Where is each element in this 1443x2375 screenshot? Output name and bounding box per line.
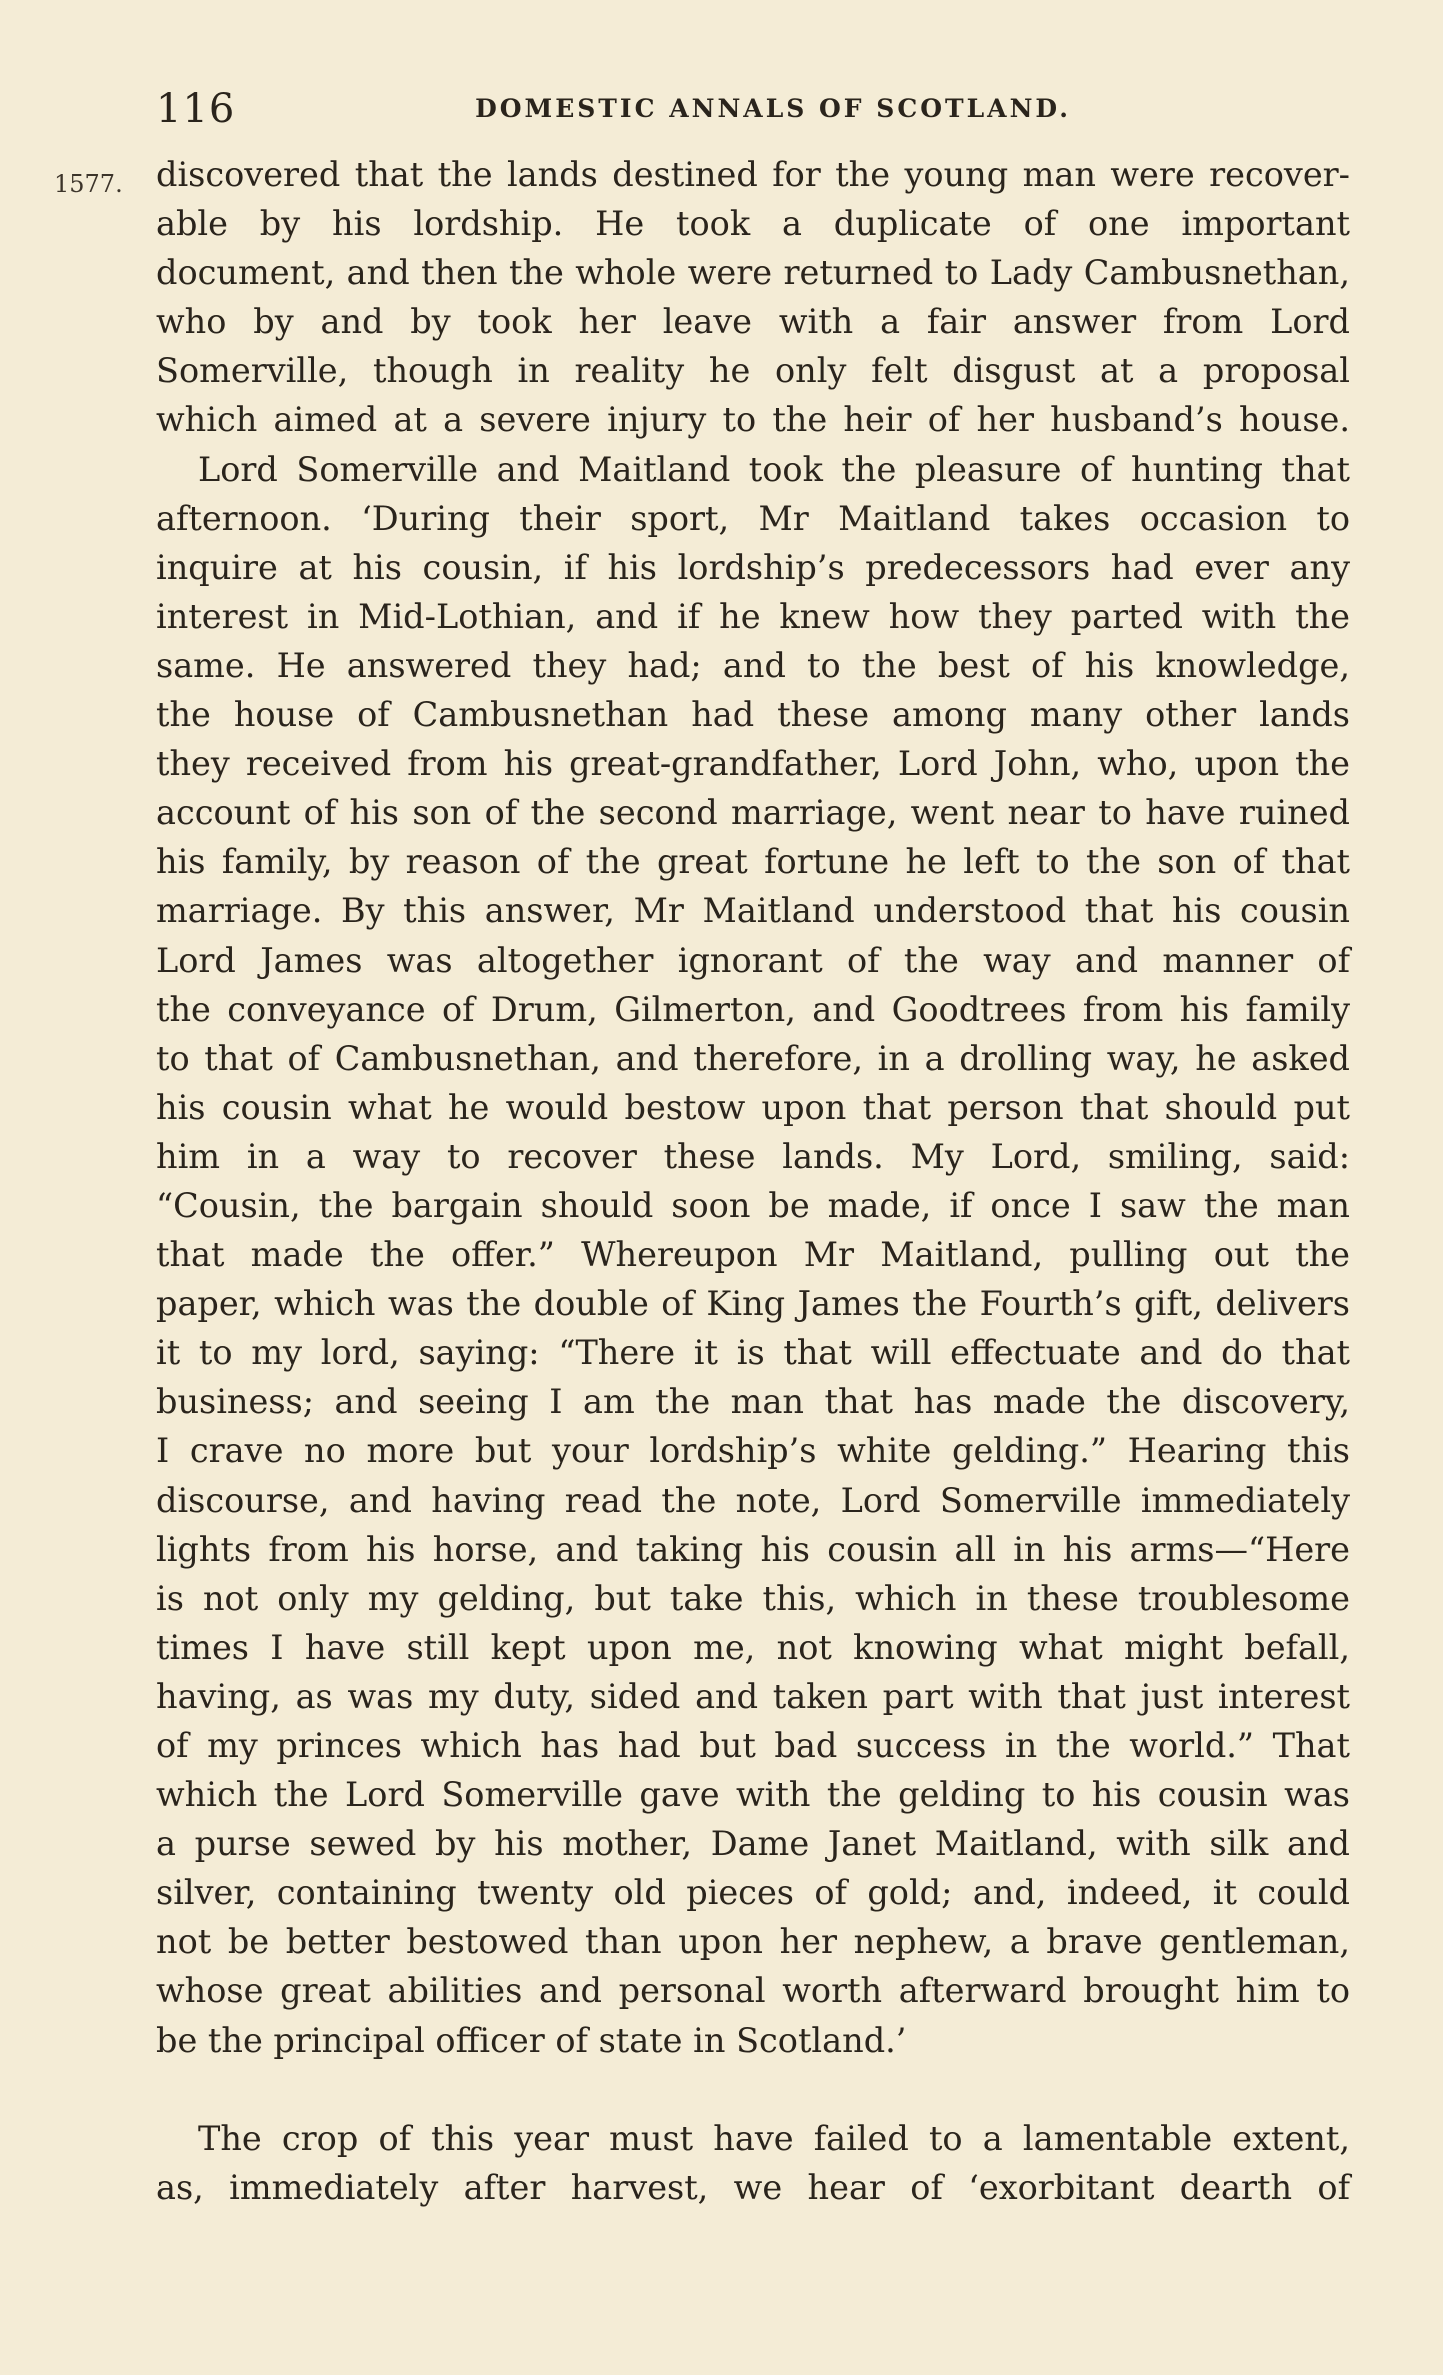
text-line: Somerville, though in reality he only felt disgust at a proposal: [156, 351, 1350, 391]
text-line: business; and seeing I am the man that has made the discovery,: [156, 1382, 1350, 1422]
text-line: I crave no more but your lordship’s white gelding.” Hearing this: [156, 1431, 1350, 1471]
text-line: inquire at his cousin, if his lordship’s predecessors had ever any: [156, 547, 1350, 587]
text-line: having, as was my duty, sided and taken part with that just interest: [156, 1676, 1350, 1716]
text-line: interest in Mid-Lothian, and if he knew how they parted with the: [156, 596, 1350, 636]
text-line: the conveyance of Drum, Gilmerton, and Goodtrees from his family: [156, 989, 1350, 1029]
text-line: his family, by reason of the great fortune he left to the son of that: [156, 842, 1350, 882]
paragraph-gap: [156, 2065, 1350, 2114]
text-line: not be better bestowed than upon her nephew, a brave gentleman,: [156, 1922, 1350, 1962]
text-line: which the Lord Somerville gave with the gelding to his cousin was: [156, 1775, 1350, 1815]
page-number: 116: [156, 86, 236, 132]
text-line: whose great abilities and personal worth afterward brought him to: [156, 1971, 1350, 2011]
text-line: his cousin what he would bestow upon that person that should put: [156, 1087, 1350, 1127]
running-title: DOMESTIC ANNALS OF SCOTLAND.: [475, 94, 1071, 123]
text-line: discourse, and having read the note, Lord Somerville immediately: [156, 1480, 1350, 1520]
text-line: to that of Cambusnethan, and therefore, in a drolling way, he asked: [156, 1038, 1350, 1078]
text-line: “Cousin, the bargain should soon be made, if once I saw the man: [156, 1185, 1350, 1225]
text-line: a purse sewed by his mother, Dame Janet Maitland, with silk and: [156, 1824, 1350, 1864]
text-line: The crop of this year must have failed to a lamentable extent,: [198, 2118, 1350, 2158]
text-line: same. He answered they had; and to the best of his knowledge,: [156, 645, 1350, 685]
text-line: who by and by took her leave with a fair answer from Lord: [156, 302, 1350, 342]
text-line: afternoon. ‘During their sport, Mr Maitland takes occasion to: [156, 498, 1350, 538]
text-line: that made the offer.” Whereupon Mr Maitland, pulling out the: [156, 1235, 1350, 1275]
text-line: lights from his horse, and taking his cousin all in his arms—“Here: [156, 1529, 1350, 1569]
text-line: marriage. By this answer, Mr Maitland understood that his cousin: [156, 891, 1350, 931]
text-line: discovered that the lands destined for the young man were recover-: [156, 155, 1350, 194]
margin-year: 1577.: [54, 170, 123, 198]
text-line: Lord Somerville and Maitland took the pleasure of hunting that: [198, 449, 1350, 489]
body-text: [156, 150, 1350, 2212]
text-line: document, and then the whole were returned to Lady Cambusnethan,: [156, 253, 1350, 293]
text-line: paper, which was the double of King James the Fourth’s gift, delivers: [156, 1284, 1350, 1324]
text-line: times I have still kept upon me, not knowing what might befall,: [156, 1627, 1350, 1667]
text-line: they received from his great-grandfather, Lord John, who, upon the: [156, 744, 1350, 784]
text-line: silver, containing twenty old pieces of gold; and, indeed, it could: [156, 1873, 1350, 1913]
text-line: able by his lordship. He took a duplicate of one important: [156, 204, 1350, 244]
text-line: it to my lord, saying: “There it is that will effectuate and do that: [156, 1333, 1350, 1373]
page-header: [156, 80, 1350, 140]
text-line: him in a way to recover these lands. My Lord, smiling, said:: [156, 1136, 1350, 1176]
text-line: be the principal officer of state in Scotland.’: [156, 2020, 907, 2060]
text-line: the house of Cambusnethan had these among many other lands: [156, 695, 1350, 735]
text-line: is not only my gelding, but take this, which in these troublesome: [156, 1578, 1350, 1618]
text-line: of my princes which has had but bad success in the world.” That: [156, 1726, 1350, 1765]
text-line: as, immediately after harvest, we hear of ‘exorbitant dearth of: [156, 2167, 1350, 2207]
text-line: account of his son of the second marriage, went near to have ruined: [156, 793, 1350, 833]
text-line: Lord James was altogether ignorant of the way and manner of: [156, 940, 1350, 980]
text-line: which aimed at a severe injury to the heir of her husband’s house.: [156, 400, 1350, 440]
